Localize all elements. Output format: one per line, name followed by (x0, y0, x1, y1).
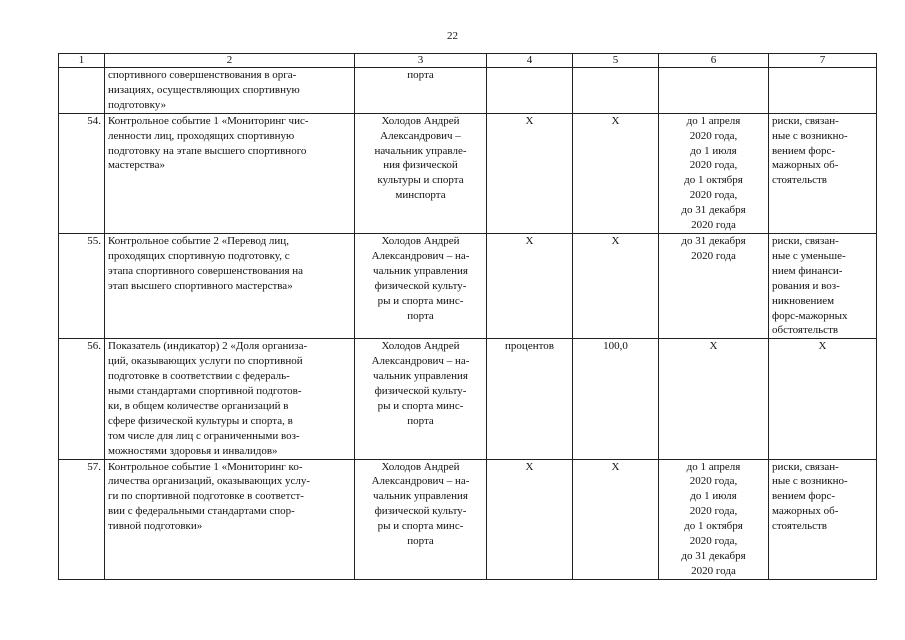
column-header-7: 7 (769, 54, 877, 68)
column-header-4: 4 (487, 54, 573, 68)
row-deadline: X (659, 339, 769, 459)
row-unit: процентов (487, 339, 573, 459)
page-number: 22 (447, 30, 458, 42)
table-row (59, 233, 877, 338)
table-row (59, 339, 877, 459)
column-header-2: 2 (105, 54, 355, 68)
row-risks (769, 68, 877, 114)
row-number: 56. (59, 339, 105, 459)
row-value: X (573, 459, 659, 579)
plan-table (58, 53, 877, 580)
header-row (59, 54, 877, 68)
row-name: Контрольное событие 1 «Мониторинг чис- ленности лиц, проходящих спортивную подготовку на этапе высшего спортивного мастерства» (105, 113, 355, 233)
row-responsible: Холодов Андрей Александрович – на- чальник управления физической культу- ры и спорта минс- порта (355, 459, 487, 579)
row-risks: X (769, 339, 877, 459)
column-header-6: 6 (659, 54, 769, 68)
row-responsible: Холодов Андрей Александрович – начальник управле- ния физической культуры и спорта минспорта (355, 113, 487, 233)
row-responsible: порта (355, 68, 487, 114)
row-name: спортивного совершенствования в орга- низациях, осуществляющих спортивную подготовку» (105, 68, 355, 114)
table-row (59, 68, 877, 114)
row-risks: риски, связан- ные с возникно- вением форс- мажорных об- стоятельств (769, 459, 877, 579)
row-risks: риски, связан- ные с возникно- вением форс- мажорных об- стоятельств (769, 113, 877, 233)
column-header-5: 5 (573, 54, 659, 68)
row-deadline: до 31 декабря 2020 года (659, 233, 769, 338)
row-value: X (573, 233, 659, 338)
row-deadline: до 1 апреля 2020 года, до 1 июля 2020 года, до 1 октября 2020 года, до 31 декабря 2020 года (659, 113, 769, 233)
row-value (573, 68, 659, 114)
row-name: Контрольное событие 1 «Мониторинг ко- личества организаций, оказывающих услу- ги по спортивной подготовке в соответст- вии с федеральными стандартами спор- тивной подготовки» (105, 459, 355, 579)
row-number: 54. (59, 113, 105, 233)
row-unit: X (487, 113, 573, 233)
row-name: Показатель (индикатор) 2 «Доля организа- ций, оказывающих услуги по спортивной подготовке в соответствии с федераль- ными стандартами спортивной подготов- ки, в общем количестве организаций в сфере физической культуры и спорта, в том числе для лиц с ограниченными воз- можностями здоровья и инвалидов» (105, 339, 355, 459)
row-number: 55. (59, 233, 105, 338)
row-risks: риски, связан- ные с уменьше- нием финанси- рования и воз- никновением форс-мажорных обстоятельств (769, 233, 877, 338)
row-unit: X (487, 459, 573, 579)
row-responsible: Холодов Андрей Александрович – на- чальник управления физической культу- ры и спорта минс- порта (355, 339, 487, 459)
table-row (59, 113, 877, 233)
column-header-3: 3 (355, 54, 487, 68)
row-unit (487, 68, 573, 114)
row-name: Контрольное событие 2 «Перевод лиц, проходящих спортивную подготовку, с этапа спортивного совершенствования на этап высшего спортивного мастерства» (105, 233, 355, 338)
row-responsible: Холодов Андрей Александрович – на- чальник управления физической культу- ры и спорта минс- порта (355, 233, 487, 338)
row-number (59, 68, 105, 114)
row-deadline: до 1 апреля 2020 года, до 1 июля 2020 года, до 1 октября 2020 года, до 31 декабря 2020 года (659, 459, 769, 579)
table-row (59, 459, 877, 579)
row-value: X (573, 113, 659, 233)
row-number: 57. (59, 459, 105, 579)
row-unit: X (487, 233, 573, 338)
row-deadline (659, 68, 769, 114)
row-value: 100,0 (573, 339, 659, 459)
column-header-1: 1 (59, 54, 105, 68)
